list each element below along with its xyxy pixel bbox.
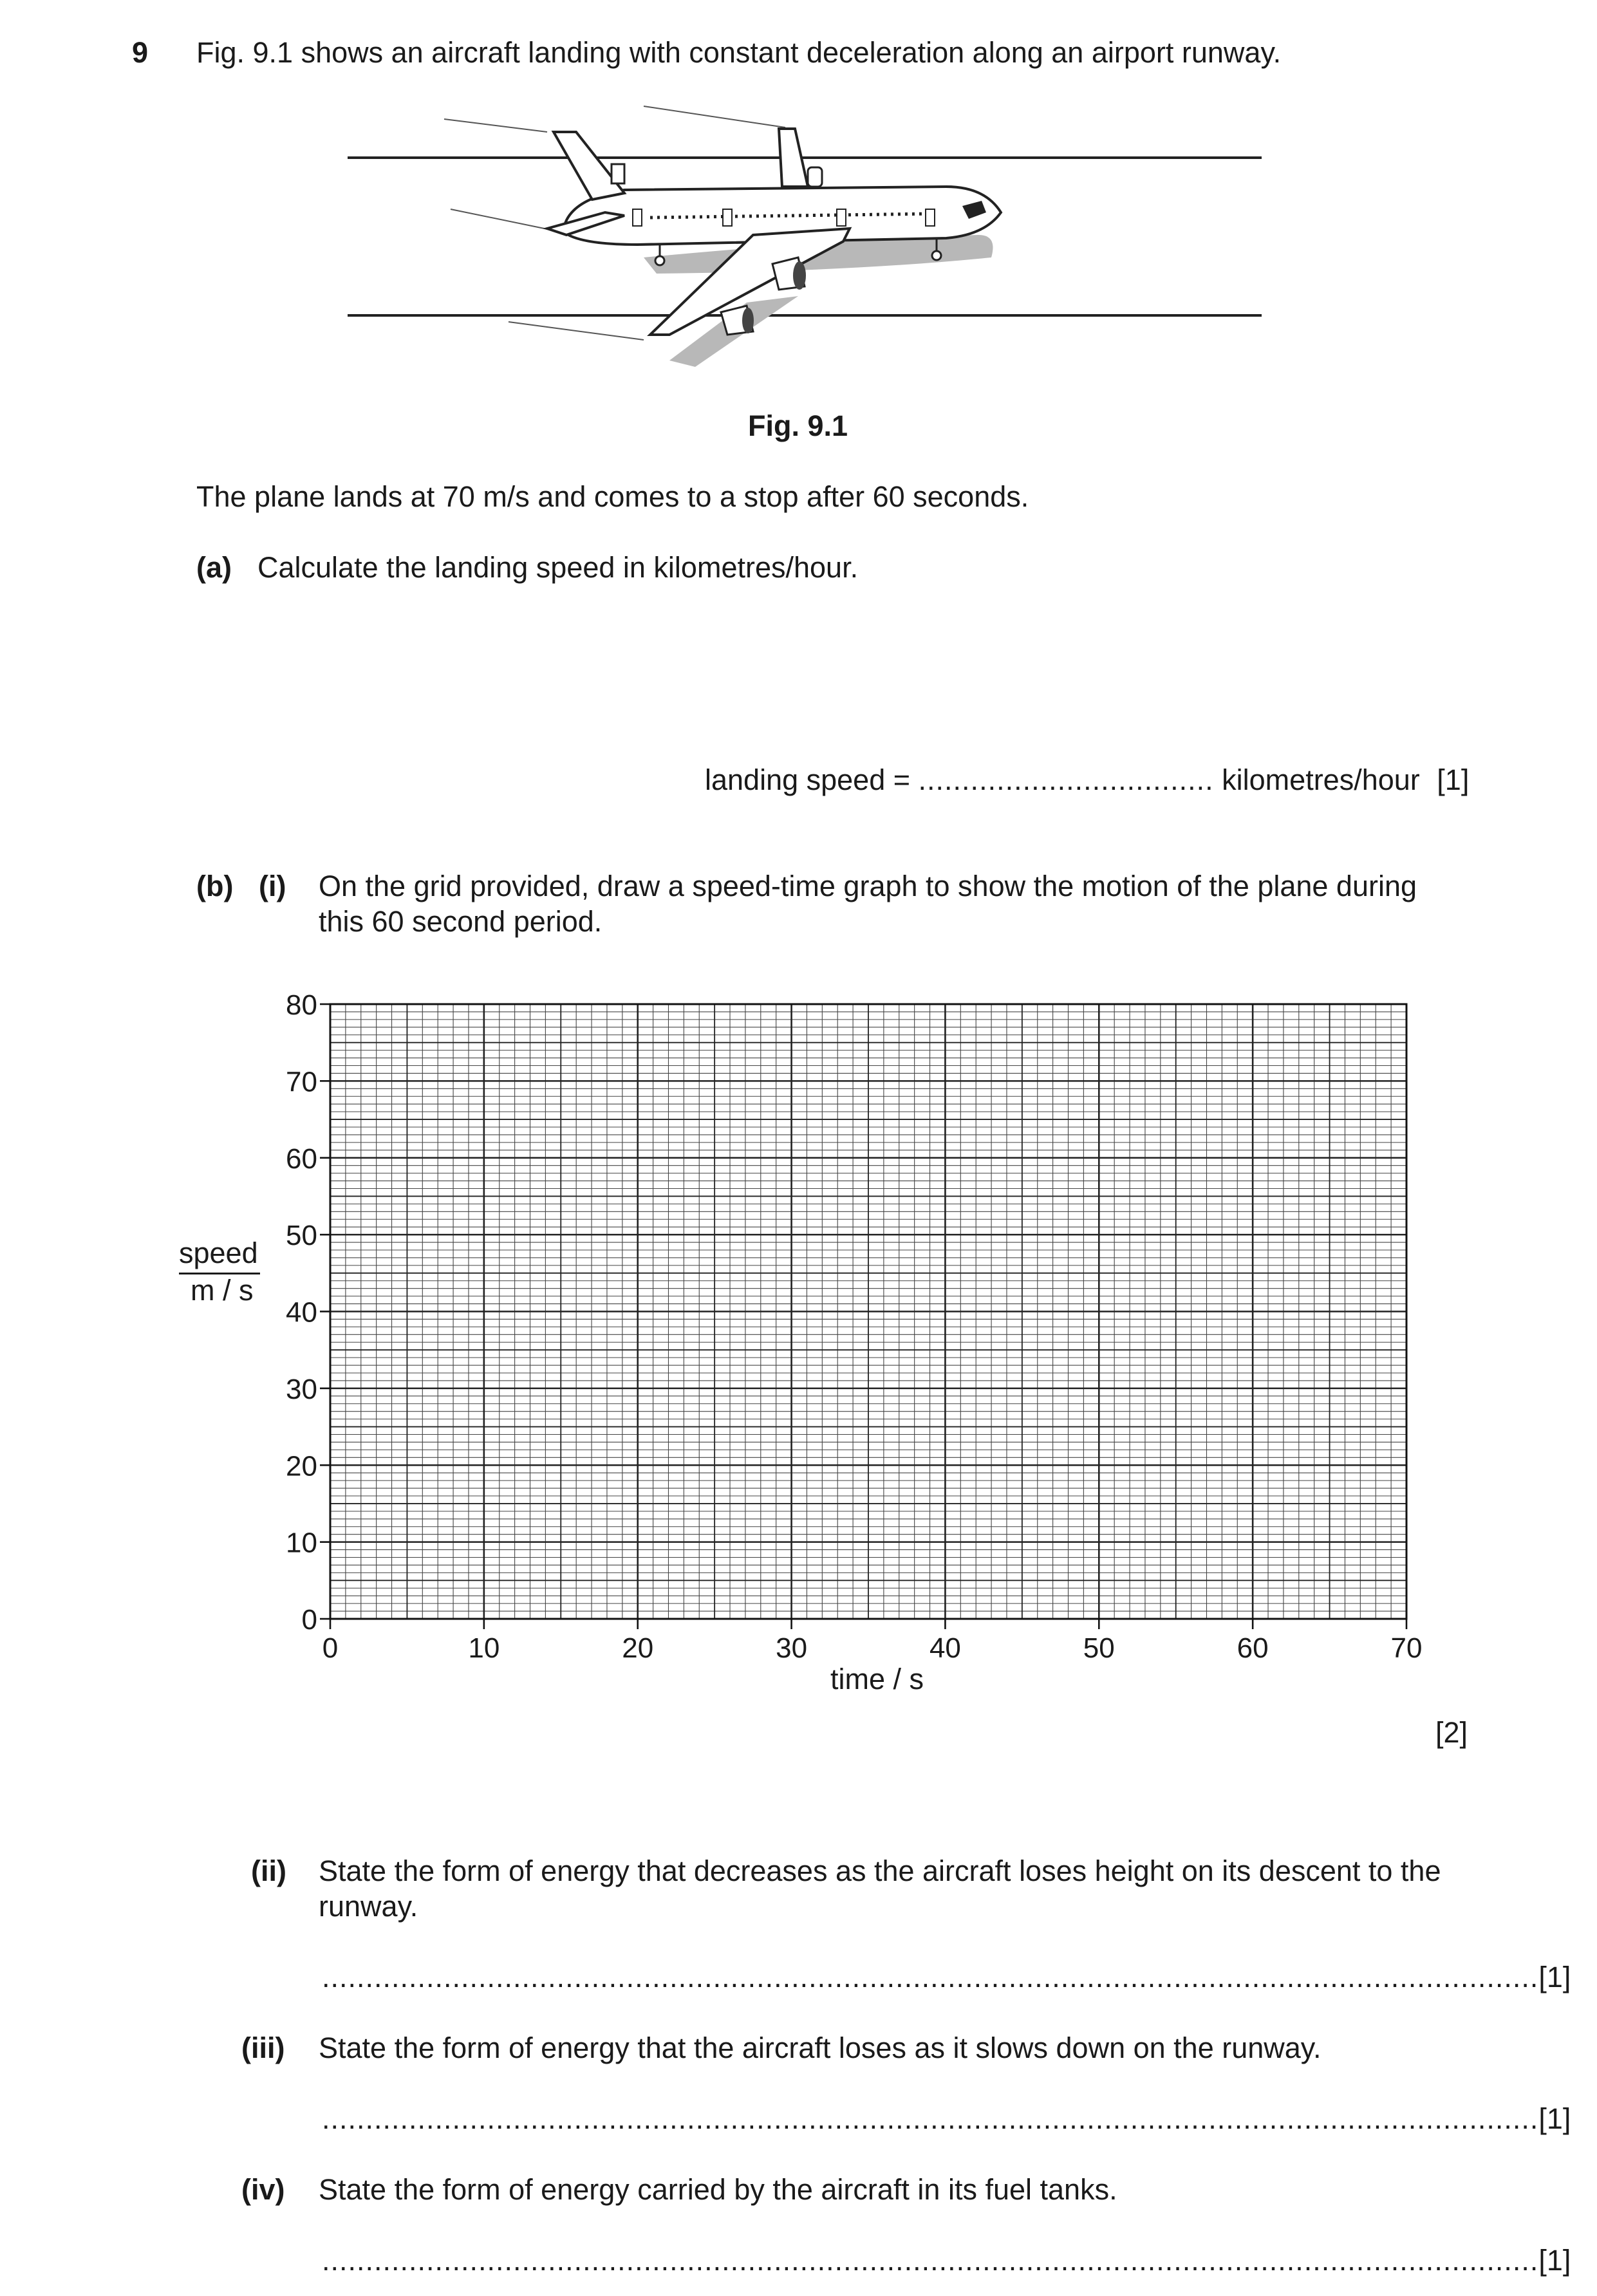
- y-tick-label: 80: [286, 989, 317, 1021]
- marks-b-iv: [1]: [1538, 2244, 1571, 2277]
- question-statement: The plane lands at 70 m/s and comes to a stop after 60 seconds.: [196, 480, 1029, 513]
- answer-dots-iii: ............................................................................................................................................: [322, 2102, 1539, 2135]
- answer-line-ii[interactable]: [322, 1960, 1571, 1995]
- figure-caption: Fig. 9.1: [748, 409, 848, 442]
- y-tick-label: 60: [286, 1143, 317, 1175]
- part-b-iv-label: (iv): [241, 2173, 285, 2206]
- part-b-iv-text: State the form of energy carried by the aircraft in its fuel tanks.: [319, 2173, 1117, 2206]
- part-a-label: (a): [196, 551, 232, 584]
- part-b-ii-text-1: State the form of energy that decreases as the aircraft loses height on its descent to the: [319, 1854, 1441, 1887]
- part-b-i-text-2: this 60 second period.: [319, 905, 602, 938]
- y-tick-label: 70: [286, 1066, 317, 1098]
- marks-b-iii: [1]: [1538, 2102, 1571, 2135]
- y-tick-label: 50: [286, 1220, 317, 1252]
- part-b-label: (b): [196, 870, 234, 902]
- answer-line-iii[interactable]: [322, 2102, 1571, 2136]
- y-axis-label-bottom: m / s: [191, 1274, 254, 1307]
- answer-dots: ..................................: [918, 763, 1214, 796]
- x-tick-label: 60: [1237, 1632, 1269, 1664]
- part-a-text: Calculate the landing speed in kilometres/hour.: [257, 551, 859, 584]
- part-b-iii-text: State the form of energy that the aircraft loses as it slows down on the runway.: [319, 2031, 1321, 2064]
- question-number: 9: [132, 36, 149, 69]
- part-b-iii-label: (iii): [241, 2031, 285, 2064]
- x-tick-label: 20: [622, 1632, 654, 1664]
- answer-dots-ii: ............................................................................................................................................: [322, 1961, 1539, 1993]
- answer-prefix: landing speed =: [705, 763, 911, 796]
- x-tick-label: 40: [929, 1632, 961, 1664]
- answer-line-iv[interactable]: [322, 2243, 1571, 2278]
- question-intro: Fig. 9.1 shows an aircraft landing with constant deceleration along an airport runway.: [196, 36, 1282, 69]
- part-b-ii-text-2: runway.: [319, 1890, 418, 1923]
- marks-a: [1]: [1437, 763, 1470, 796]
- y-tick-label: 10: [286, 1527, 317, 1559]
- marks-b-ii: [1]: [1538, 1961, 1571, 1993]
- y-tick-label: 0: [301, 1604, 317, 1636]
- marks-b-i: [2]: [1435, 1716, 1468, 1749]
- part-b-i-label: (i): [259, 870, 286, 902]
- part-b-ii-label: (ii): [251, 1854, 286, 1887]
- y-tick-label: 20: [286, 1450, 317, 1482]
- x-tick-label: 30: [776, 1632, 808, 1664]
- x-tick-label: 0: [322, 1632, 339, 1664]
- part-b-i-text-1: On the grid provided, draw a speed-time graph to show the motion of the plane during: [319, 870, 1417, 902]
- y-axis-label-top: speed: [179, 1237, 258, 1269]
- x-tick-label: 10: [468, 1632, 500, 1664]
- answer-unit: kilometres/hour: [1222, 763, 1420, 796]
- x-tick-label: 70: [1390, 1632, 1423, 1664]
- x-axis-label: time / s: [830, 1663, 924, 1695]
- x-tick-label: 50: [1083, 1632, 1115, 1664]
- y-tick-label: 30: [286, 1373, 317, 1405]
- y-tick-label: 40: [286, 1296, 317, 1329]
- answer-dots-iv: ............................................................................................................................................: [322, 2244, 1539, 2277]
